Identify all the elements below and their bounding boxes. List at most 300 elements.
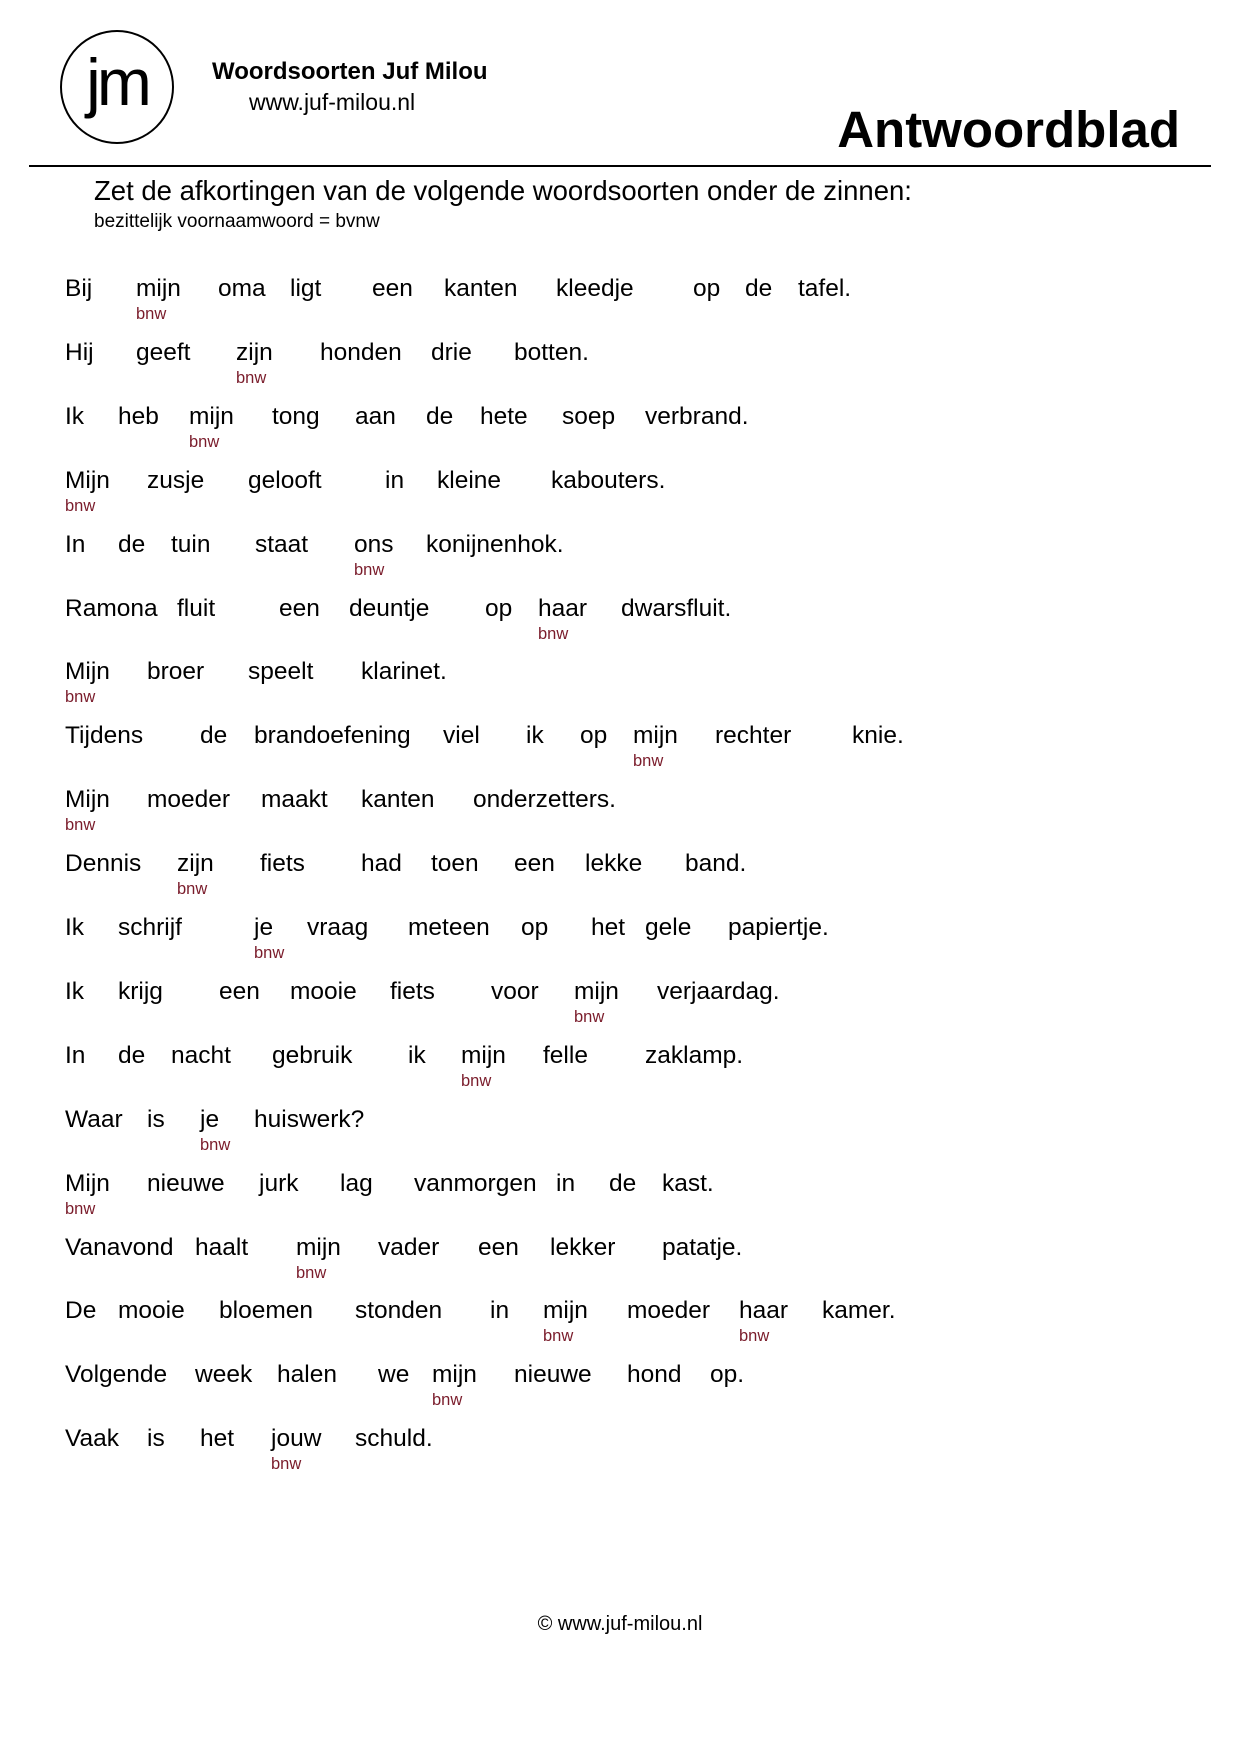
sentence-row xyxy=(0,914,1240,974)
sentence-word xyxy=(431,339,472,367)
word-text: rechter xyxy=(715,722,792,750)
sentence-word xyxy=(65,595,158,623)
word-text: de xyxy=(745,275,773,302)
word-text: nieuwe xyxy=(514,1361,592,1389)
sentence-word xyxy=(65,531,85,559)
sentence-row xyxy=(0,1042,1240,1102)
word-text: kleedje xyxy=(556,275,634,302)
word-text: soep xyxy=(562,402,616,430)
word-text: zijn xyxy=(177,850,214,878)
sentence-row xyxy=(0,1106,1240,1166)
sentence-word xyxy=(296,1233,341,1282)
sentence-word xyxy=(147,467,204,495)
word-text: nacht xyxy=(171,1041,231,1069)
sentence-word xyxy=(255,531,308,559)
word-text: op xyxy=(693,275,721,302)
header-divider xyxy=(29,165,1211,167)
word-text: mijn xyxy=(136,275,181,302)
logo xyxy=(60,30,174,144)
word-text: verjaardag. xyxy=(657,977,780,1005)
sentence-word xyxy=(355,1425,433,1453)
sentence-word xyxy=(147,658,204,686)
word-text: Ik xyxy=(65,402,85,430)
sentence-word xyxy=(478,1234,519,1262)
sentence-word xyxy=(580,722,607,750)
sentence-word xyxy=(200,1425,234,1453)
word-text: mijn xyxy=(461,1041,506,1069)
word-text: voor xyxy=(491,977,539,1005)
sentence-word xyxy=(556,275,634,303)
word-text: heb xyxy=(118,402,159,430)
sentence-word xyxy=(490,1297,509,1325)
word-text: vraag xyxy=(307,914,369,941)
sentence-row xyxy=(0,1234,1240,1294)
word-text: Bij xyxy=(65,275,93,302)
sentence-word xyxy=(361,658,447,686)
sentence-word xyxy=(259,1170,298,1198)
site-url: www.juf-milou.nl xyxy=(249,89,416,115)
sentence-word xyxy=(485,595,512,623)
sentence-row xyxy=(0,978,1240,1038)
word-text: tafel. xyxy=(798,275,852,302)
word-text: in xyxy=(385,466,405,494)
word-text: Hij xyxy=(65,338,94,366)
word-text: moeder xyxy=(147,786,231,814)
sentence-word xyxy=(147,1170,225,1198)
word-text: broer xyxy=(147,658,205,686)
sentence-word xyxy=(657,978,780,1006)
sentence-word xyxy=(147,786,230,814)
sentence-word xyxy=(591,914,625,942)
sentence-word xyxy=(65,1425,119,1453)
word-text: in xyxy=(490,1297,510,1325)
sentence-row xyxy=(0,658,1240,718)
sentence-word xyxy=(798,275,851,303)
sentence-word xyxy=(195,1361,252,1389)
word-text: kanten xyxy=(361,786,435,814)
sentence-word xyxy=(118,1042,145,1070)
word-text: Ramona xyxy=(65,594,158,622)
word-text: schuld. xyxy=(355,1425,433,1453)
word-text: Mijn xyxy=(65,466,110,494)
word-text: mijn xyxy=(543,1297,588,1325)
word-text: lag xyxy=(340,1169,373,1197)
word-text: lekke xyxy=(585,850,643,878)
sentence-word xyxy=(361,850,402,878)
word-text: staat xyxy=(255,530,309,558)
sentence-word xyxy=(65,850,141,878)
instruction: Zet de afkortingen van de volgende woordsoorten onder de zinnen: xyxy=(94,175,912,206)
sentence-word xyxy=(195,1234,248,1262)
word-text: lekker xyxy=(550,1233,616,1261)
word-text: ik xyxy=(526,722,544,750)
sentence-row xyxy=(0,403,1240,463)
word-type-tag: bnw xyxy=(354,560,385,579)
word-type-tag: bnw xyxy=(177,880,208,899)
sentence-word xyxy=(426,531,564,559)
sentence-word xyxy=(372,275,413,303)
word-text: de xyxy=(200,722,228,750)
sentence-word xyxy=(200,722,227,750)
sentence-word xyxy=(355,403,396,431)
word-text: week xyxy=(195,1361,253,1389)
sentence-row xyxy=(0,1425,1240,1485)
sentence-word xyxy=(65,1169,110,1218)
word-text: schrijf xyxy=(118,914,182,941)
sentence-word xyxy=(443,722,480,750)
word-type-tag: bnw xyxy=(739,1327,770,1346)
page-title: Antwoordblad xyxy=(837,101,1180,158)
word-text: Ik xyxy=(65,977,85,1005)
sentence-word xyxy=(378,1234,439,1262)
word-text: vanmorgen xyxy=(414,1169,537,1197)
word-text: aan xyxy=(355,402,396,430)
sentence-word xyxy=(550,1234,615,1262)
sentence-word xyxy=(556,1170,575,1198)
sentence-row xyxy=(0,850,1240,910)
word-text: had xyxy=(361,850,402,878)
sentence-word xyxy=(65,1361,167,1389)
sentence-word xyxy=(390,978,435,1006)
word-text: deuntje xyxy=(349,594,430,622)
sentence-word xyxy=(65,466,110,515)
word-text: mooie xyxy=(290,977,357,1005)
word-text: mijn xyxy=(633,722,678,750)
word-text: tong xyxy=(272,402,320,430)
word-text: de xyxy=(118,1041,146,1069)
word-text: zaklamp. xyxy=(645,1041,744,1069)
logo-text: jm xyxy=(86,45,148,119)
sentence-word xyxy=(65,403,84,431)
word-text: is xyxy=(147,1425,165,1453)
word-text: honden xyxy=(320,338,402,366)
sentence-word xyxy=(685,850,746,878)
sentence-word xyxy=(745,275,772,303)
word-type-tag: bnw xyxy=(65,816,96,835)
word-text: ligt xyxy=(290,275,322,302)
sentence-word xyxy=(65,722,143,750)
sentence-word xyxy=(621,595,731,623)
word-text: konijnenhok. xyxy=(426,530,564,558)
sentence-word xyxy=(340,1170,373,1198)
sentence-word xyxy=(408,1042,426,1070)
word-text: Mijn xyxy=(65,658,110,686)
sentence-word xyxy=(272,403,320,431)
sentence-word xyxy=(254,1106,364,1134)
word-type-tag: bnw xyxy=(574,1007,605,1026)
word-text: felle xyxy=(543,1041,588,1069)
word-text: Tijdens xyxy=(65,722,144,750)
sentence-word xyxy=(480,403,528,431)
sentence-word xyxy=(254,914,285,962)
word-text: De xyxy=(65,1297,97,1325)
word-type-tag: bnw xyxy=(236,368,267,387)
word-text: jurk xyxy=(259,1169,299,1197)
word-text: we xyxy=(378,1361,410,1389)
word-text: het xyxy=(200,1425,235,1453)
sentence-word xyxy=(65,1297,96,1325)
word-text: Waar xyxy=(65,1105,123,1133)
sentence-word xyxy=(136,275,181,323)
sentence-word xyxy=(715,722,791,750)
word-text: in xyxy=(556,1169,576,1197)
word-text: kabouters. xyxy=(551,466,666,494)
word-text: In xyxy=(65,1041,86,1069)
sentence-word xyxy=(645,403,749,431)
word-text: zusje xyxy=(147,466,205,494)
word-type-tag: bnw xyxy=(271,1455,302,1474)
sentence-word xyxy=(728,914,829,942)
sentence-word xyxy=(271,1425,322,1474)
word-text: Volgende xyxy=(65,1361,168,1389)
sentence-word xyxy=(118,978,163,1006)
sentence-word xyxy=(473,786,616,814)
word-type-tag: bnw xyxy=(432,1391,463,1410)
word-text: kanten xyxy=(444,275,518,302)
word-type-tag: bnw xyxy=(461,1071,492,1090)
sentence-row xyxy=(0,1361,1240,1421)
word-text: patatje. xyxy=(662,1233,743,1261)
word-text: ik xyxy=(408,1041,426,1069)
sentence-word xyxy=(852,722,904,750)
sentence-word xyxy=(609,1170,636,1198)
sentence-word xyxy=(218,275,266,303)
word-text: dwarsfluit. xyxy=(621,594,732,622)
sentence-word xyxy=(461,1041,506,1090)
sentence-word xyxy=(219,1297,313,1325)
word-text: gelooft xyxy=(248,466,322,494)
word-text: tuin xyxy=(171,530,211,558)
sentence-word xyxy=(521,914,548,942)
word-text: op xyxy=(521,914,549,941)
word-type-tag: bnw xyxy=(136,305,167,323)
word-text: krijg xyxy=(118,977,163,1005)
word-text: onderzetters. xyxy=(473,786,616,814)
word-text: vader xyxy=(378,1233,440,1261)
word-text: brandoefening xyxy=(254,722,411,750)
sentence-row xyxy=(0,595,1240,655)
word-type-tag: bnw xyxy=(189,432,220,451)
word-text: geeft xyxy=(136,338,191,366)
word-type-tag: bnw xyxy=(254,944,285,962)
word-text: halen xyxy=(277,1361,337,1389)
word-text: haalt xyxy=(195,1233,249,1261)
sentence-word xyxy=(551,467,665,495)
sentence-word xyxy=(307,914,368,942)
word-text: kast. xyxy=(662,1169,714,1197)
word-text: papiertje. xyxy=(728,914,829,941)
sentence-row xyxy=(0,1170,1240,1230)
word-text: de xyxy=(426,402,454,430)
word-text: Mijn xyxy=(65,1169,110,1197)
sentence-word xyxy=(65,275,92,303)
word-text: mijn xyxy=(432,1361,477,1389)
sentence-word xyxy=(147,1106,165,1134)
word-type-tag: bnw xyxy=(538,624,569,643)
sentence-word xyxy=(426,403,453,431)
sentence-word xyxy=(171,1042,231,1070)
sentence-row xyxy=(0,722,1240,782)
word-text: een xyxy=(219,977,260,1005)
sentence-row xyxy=(0,339,1240,399)
word-text: Ik xyxy=(65,914,85,941)
sentence-word xyxy=(431,850,479,878)
sentence-word xyxy=(627,1361,682,1389)
sentence-word xyxy=(585,850,642,878)
word-text: moeder xyxy=(627,1297,711,1325)
sentence-word xyxy=(354,530,394,579)
word-text: jouw xyxy=(271,1425,322,1453)
word-type-tag: bnw xyxy=(633,752,664,771)
sentence-word xyxy=(320,339,402,367)
sentence-word xyxy=(543,1042,588,1070)
word-text: speelt xyxy=(248,658,314,686)
word-text: drie xyxy=(431,338,472,366)
footer-copyright: © www.juf-milou.nl xyxy=(537,1613,703,1635)
word-text: een xyxy=(279,594,320,622)
word-text: ons xyxy=(354,530,394,558)
word-text: Vanavond xyxy=(65,1233,174,1261)
word-text: het xyxy=(591,914,626,941)
word-text: hond xyxy=(627,1361,682,1389)
word-type-tag: bnw xyxy=(65,496,96,515)
brand-name: Woordsoorten Juf Milou xyxy=(212,58,488,85)
word-text: is xyxy=(147,1105,165,1133)
sentence-word xyxy=(538,594,588,643)
sentence-word xyxy=(693,275,720,303)
sentence-word xyxy=(385,467,404,495)
sentence-word xyxy=(272,1042,352,1070)
sentence-word xyxy=(277,1361,337,1389)
word-text: verbrand. xyxy=(645,402,749,430)
word-text: haar xyxy=(739,1297,789,1325)
sentence-word xyxy=(118,531,145,559)
sentence-word xyxy=(65,786,110,835)
word-text: een xyxy=(478,1233,519,1261)
sentence-word xyxy=(710,1361,744,1389)
word-text: je xyxy=(254,914,274,941)
sentence-word xyxy=(236,338,273,387)
sentence-word xyxy=(177,850,214,899)
word-text: fiets xyxy=(390,977,435,1005)
sentence-row xyxy=(0,531,1240,591)
word-text: mooie xyxy=(118,1297,185,1325)
sentence-word xyxy=(65,1234,174,1262)
word-text: stonden xyxy=(355,1297,443,1325)
legend: bezittelijk voornaamwoord = bvnw xyxy=(94,211,380,232)
word-text: klarinet. xyxy=(361,658,447,686)
sentence-word xyxy=(279,595,320,623)
sentence-word xyxy=(514,1361,592,1389)
word-text: haar xyxy=(538,594,588,622)
word-text: toen xyxy=(431,850,479,878)
word-text: een xyxy=(514,850,555,878)
sentence-word xyxy=(65,978,84,1006)
word-text: je xyxy=(200,1105,220,1133)
word-type-tag: bnw xyxy=(543,1327,574,1346)
word-text: oma xyxy=(218,275,266,302)
word-type-tag: bnw xyxy=(65,688,96,707)
word-type-tag: bnw xyxy=(200,1135,231,1154)
sentence-word xyxy=(822,1297,896,1325)
sentence-word xyxy=(136,339,191,367)
word-text: viel xyxy=(443,722,480,750)
word-text: op. xyxy=(710,1361,745,1389)
sentence-word xyxy=(408,914,490,942)
sentence-word xyxy=(290,275,321,303)
sentence-word xyxy=(627,1297,710,1325)
sentence-word xyxy=(65,1106,123,1134)
word-text: op xyxy=(485,594,513,622)
word-text: kamer. xyxy=(822,1297,896,1325)
sentence-word xyxy=(491,978,539,1006)
word-text: hete xyxy=(480,402,528,430)
sentence-word xyxy=(562,403,615,431)
word-text: op xyxy=(580,722,608,750)
word-text: kleine xyxy=(437,466,502,494)
sentence-word xyxy=(361,786,435,814)
sentence-word xyxy=(260,850,305,878)
sentence-word xyxy=(432,1361,477,1410)
sentence-word xyxy=(65,658,110,707)
word-text: mijn xyxy=(296,1233,341,1261)
sentence-word xyxy=(633,722,678,771)
word-text: meteen xyxy=(408,914,490,941)
sentence-word xyxy=(526,722,544,750)
word-type-tag: bnw xyxy=(65,1199,96,1218)
sentence-word xyxy=(65,914,84,942)
word-text: een xyxy=(372,275,413,302)
sentence-row xyxy=(0,467,1240,527)
word-text: Mijn xyxy=(65,786,110,814)
sentence-word xyxy=(147,1425,165,1453)
sentence-word xyxy=(355,1297,442,1325)
sentence-word xyxy=(378,1361,409,1389)
sentence-word xyxy=(662,1170,714,1198)
sentence-row xyxy=(0,786,1240,846)
sentence-word xyxy=(118,914,182,942)
word-text: knie. xyxy=(852,722,904,750)
word-text: maakt xyxy=(261,786,328,814)
sentence-word xyxy=(645,1042,743,1070)
sentence-word xyxy=(65,339,94,367)
sentence-word xyxy=(645,914,691,942)
word-text: fluit xyxy=(177,594,216,622)
sentence-word xyxy=(118,1297,185,1325)
word-text: gebruik xyxy=(272,1041,353,1069)
sentence-row xyxy=(0,1297,1240,1357)
sentence-word xyxy=(248,467,322,495)
word-text: fiets xyxy=(260,850,305,878)
sentence-word xyxy=(444,275,518,303)
sentence-word xyxy=(189,402,234,451)
sentence-word xyxy=(200,1105,231,1154)
word-text: gele xyxy=(645,914,692,941)
sentence-word xyxy=(437,467,501,495)
word-type-tag: bnw xyxy=(296,1263,327,1282)
sentence-word xyxy=(219,978,260,1006)
sentence-word xyxy=(290,978,357,1006)
word-text: mijn xyxy=(574,977,619,1005)
word-text: botten. xyxy=(514,338,589,366)
word-text: nieuwe xyxy=(147,1169,225,1197)
sentence-word xyxy=(574,977,619,1026)
sentence-word xyxy=(248,658,313,686)
sentence-word xyxy=(414,1170,537,1198)
sentence-word xyxy=(65,1042,85,1070)
sentence-word xyxy=(261,786,328,814)
sentence-word xyxy=(118,403,159,431)
